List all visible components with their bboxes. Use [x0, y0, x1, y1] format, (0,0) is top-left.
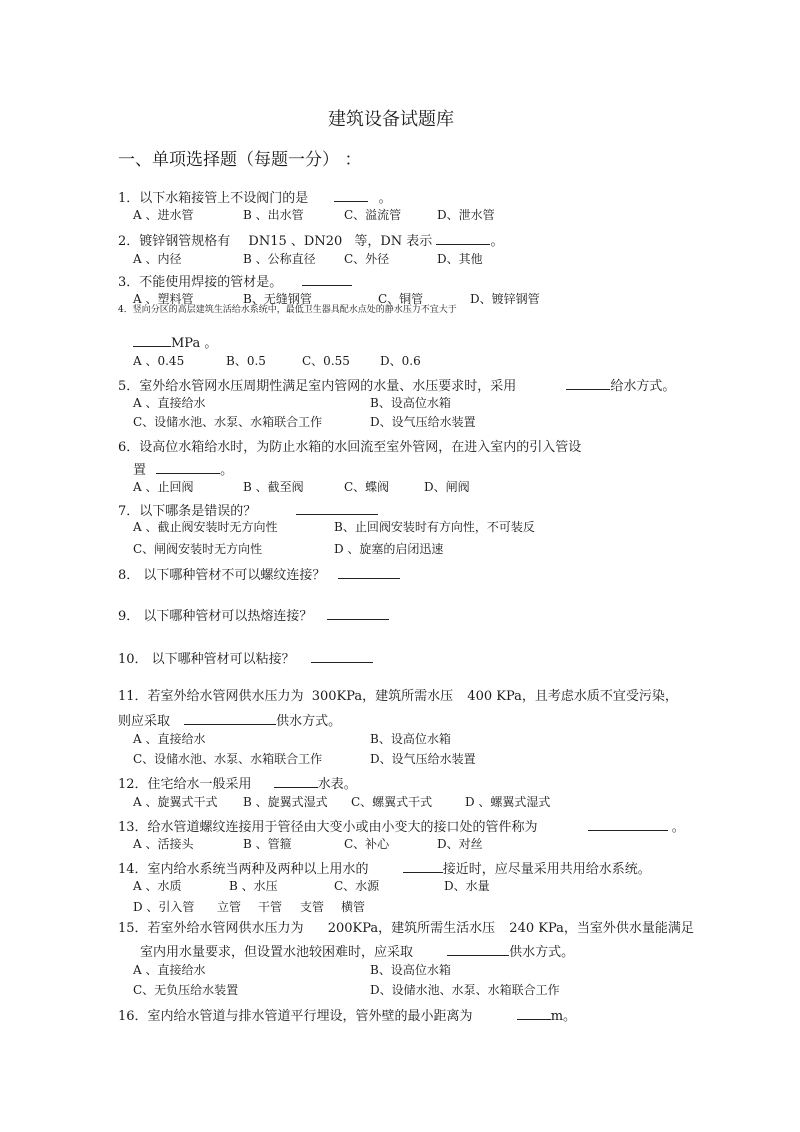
question-stem: 10． 以下哪种管材可以粘接？: [118, 650, 373, 666]
answer-blank: [302, 273, 352, 286]
answer-blank: [334, 189, 368, 202]
option: C、水源: [334, 879, 380, 893]
answer-blank: [274, 775, 318, 788]
option: A 、直接给水: [133, 396, 206, 410]
option: C、设储水池、水泵、水箱联合工作: [133, 415, 323, 429]
option: C、无负压给水装置: [133, 983, 239, 997]
option: A 、直接给水: [133, 963, 206, 977]
question-stem: 9． 以下哪种管材可以热熔连接？: [118, 607, 389, 623]
question-stem: 8． 以下哪种管材不可以螺纹连接？: [118, 566, 400, 582]
option: B 、水压: [229, 879, 278, 893]
option: C、闸阀安装时无方向性: [133, 542, 263, 556]
question-stem: 3．不能使用焊接的管材是。: [118, 273, 352, 289]
answer-blank: [327, 607, 389, 620]
option: D、其他: [437, 252, 483, 266]
option: A 、直接给水: [133, 732, 206, 746]
section-heading: [118, 152, 362, 169]
option: A 、0.45: [133, 354, 185, 368]
option: A 、内径: [133, 252, 182, 266]
option: C、补心: [344, 837, 390, 851]
option: D、泄水管: [437, 208, 495, 222]
option: A 、活接头: [133, 837, 194, 851]
question-stem: 12．住宅给水一般采用 水表。: [118, 777, 357, 792]
answer-blank: [338, 566, 400, 579]
answer-blank: [311, 650, 373, 663]
option: D、设气压给水装置: [370, 752, 476, 766]
answer-blank: [296, 502, 378, 515]
option: D 、螺翼式湿式: [465, 795, 551, 809]
question-stem: 4．竖向分区的高层建筑生活给水系统中，最低卫生器具配水点处的静水压力不宜大于: [118, 305, 457, 315]
answer-blank: [447, 943, 509, 956]
answer-blank: [566, 377, 610, 390]
question-stem: 14．室内给水系统当两种及两种以上用水的 接近时，应尽量采用共用给水系统。: [118, 862, 651, 877]
question-stem-continued: MPa 。: [133, 334, 217, 350]
question-stem: 13．给水管道螺纹连接用于管径由大变小或由小变大的接口处的管件称为 。: [118, 820, 685, 835]
option: D、镀锌钢管: [470, 292, 540, 306]
option: A 、进水管: [133, 208, 194, 222]
option: B、止回阀安装时有方向性，不可装反: [334, 520, 535, 534]
document-title: 建筑设备试题库: [328, 109, 454, 130]
option: A 、止回阀: [133, 480, 194, 494]
option: D 、引入管: [133, 900, 195, 914]
option: C、螺翼式干式: [351, 795, 433, 809]
question-stem: 7．以下哪条是错误的？: [118, 502, 378, 518]
option: D、设气压给水装置: [370, 415, 476, 429]
question-stem: 6．设高位水箱给水时，为防止水箱的水回流至室外管网，在进入室内的引入管设: [118, 440, 582, 455]
option: A 、水质: [133, 879, 182, 893]
option: D、对丝: [437, 837, 483, 851]
option: B 、截至阀: [243, 480, 304, 494]
option: C、外径: [344, 252, 390, 266]
option: B 、出水管: [243, 208, 304, 222]
section-heading-colon: ：: [344, 150, 362, 170]
answer-blank: [133, 334, 171, 347]
option: 立管: [217, 900, 242, 914]
option: 横管: [341, 900, 366, 914]
option: B、设高位水箱: [370, 732, 451, 746]
option: D 、旋塞的启闭迅速: [334, 542, 444, 556]
option: D、0.6: [380, 354, 421, 368]
question-stem: 11．若室外给水管网供水压力为 300KPa，建筑所需水压 400 KPa，且考虑水质不宜受污染，: [118, 689, 678, 704]
option: 支管: [300, 900, 325, 914]
option: D、水量: [444, 879, 490, 893]
option: B 、管箍: [243, 837, 292, 851]
option: B 、公称直径: [243, 252, 316, 266]
question-stem: 2．镀锌钢管规格有 DN15 、DN20 等，DN 表示 。: [118, 234, 504, 249]
answer-blank: [436, 232, 490, 245]
option: A 、塑料管: [133, 292, 194, 306]
option: B 、旋翼式湿式: [243, 795, 328, 809]
question-stem: 16．室内给水管道与排水管道平行埋设，管外壁的最小距离为 m。: [118, 1009, 577, 1024]
option: D、闸阀: [424, 480, 470, 494]
option: A 、旋翼式干式: [133, 795, 218, 809]
question-stem: 15．若室外给水管网供水压力为 200KPa，建筑所需生活水压 240 KPa，当室外供水量能满足: [118, 921, 694, 936]
question-stem: 1．以下水箱接管上不设阀门的是 。: [118, 191, 392, 206]
option: 干管: [258, 900, 283, 914]
answer-blank: [588, 818, 668, 831]
option: B、0.5: [226, 354, 266, 368]
question-stem-continued: 则应采取 供水方式。: [118, 714, 342, 729]
option: A 、截止阀安装时无方向性: [133, 520, 278, 534]
question-stem-continued: 置 。: [133, 463, 234, 478]
answer-blank: [403, 860, 443, 873]
option: C、0.55: [302, 354, 350, 368]
question-stem-continued: 室内用水量要求，但设置水池较困难时，应采取 供水方式。: [140, 945, 575, 960]
answer-blank: [517, 1007, 551, 1020]
question-stem: 5．室外给水管网水压周期性满足室内管网的水量、水压要求时，采用 给水方式。: [118, 379, 676, 394]
option: B、无缝钢管: [243, 292, 312, 306]
option: C、设储水池、水泵、水箱联合工作: [133, 752, 323, 766]
option: C、溢流管: [344, 208, 402, 222]
option: C、蝶阀: [344, 480, 390, 494]
section-heading-text: 一、单项选择题（每题一分）: [118, 150, 331, 170]
option: D、设储水池、水泵、水箱联合工作: [370, 983, 560, 997]
option: B、设高位水箱: [370, 963, 451, 977]
answer-blank: [184, 712, 276, 725]
answer-blank: [156, 461, 220, 474]
option: B、设高位水箱: [370, 396, 451, 410]
option: C、铜管: [378, 292, 424, 306]
